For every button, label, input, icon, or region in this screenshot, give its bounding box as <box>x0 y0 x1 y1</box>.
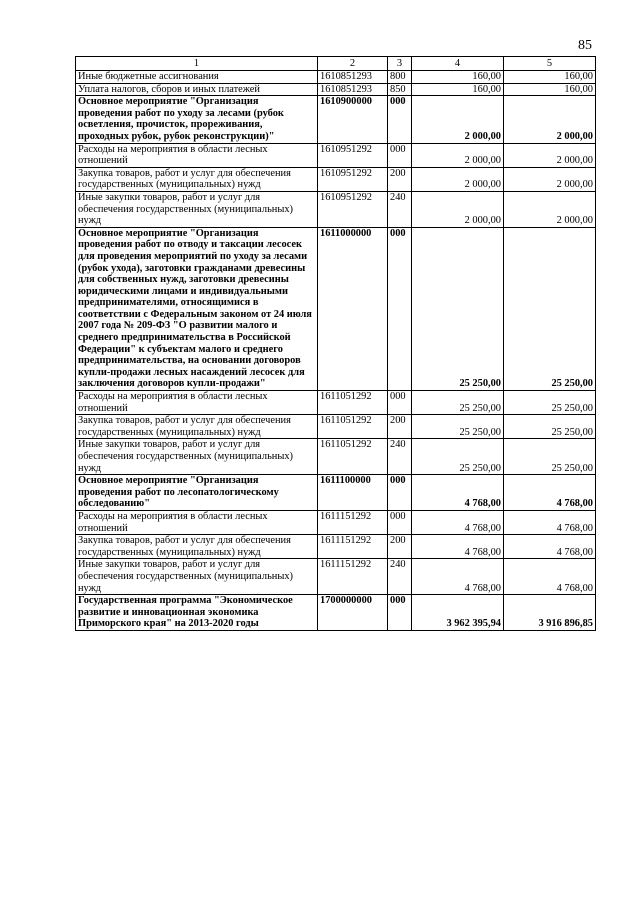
row-code-cell: 1610851293 <box>318 83 388 96</box>
table-row <box>76 510 596 534</box>
table-row <box>76 167 596 191</box>
row-kind-cell: 800 <box>388 71 412 84</box>
row-amount-4-cell: 160,00 <box>412 71 504 84</box>
row-kind-cell: 850 <box>388 83 412 96</box>
row-kind-cell: 000 <box>388 96 412 143</box>
row-amount-4-cell: 25 250,00 <box>412 415 504 439</box>
table-row <box>76 391 596 415</box>
row-code-cell: 1610900000 <box>318 96 388 143</box>
row-amount-4-cell: 4 768,00 <box>412 475 504 511</box>
row-amount-4-cell: 3 962 395,94 <box>412 595 504 631</box>
row-amount-4-cell: 160,00 <box>412 83 504 96</box>
row-amount-5-cell: 2 000,00 <box>504 143 596 167</box>
row-name-cell: Основное мероприятие "Организация проведения работ по уходу за лесами (рубок осветления, прочисток, прореживания, проходных рубок, рубок реконструкции)" <box>76 96 318 143</box>
row-name-cell: Уплата налогов, сборов и иных платежей <box>76 83 318 96</box>
row-kind-cell: 000 <box>388 510 412 534</box>
row-name-cell: Закупка товаров, работ и услуг для обеспечения государственных (муниципальных) нужд <box>76 415 318 439</box>
row-code-cell: 1611151292 <box>318 535 388 559</box>
row-kind-cell: 000 <box>388 143 412 167</box>
row-amount-5-cell: 160,00 <box>504 71 596 84</box>
row-kind-cell: 000 <box>388 475 412 511</box>
table-row <box>76 227 596 390</box>
table-row <box>76 83 596 96</box>
row-code-cell: 1610951292 <box>318 143 388 167</box>
budget-table-body <box>76 57 596 631</box>
table-row <box>76 559 596 595</box>
table-row <box>76 439 596 475</box>
row-amount-5-cell: 25 250,00 <box>504 391 596 415</box>
row-kind-cell: 200 <box>388 167 412 191</box>
row-amount-5-cell: 4 768,00 <box>504 559 596 595</box>
table-row <box>76 475 596 511</box>
row-kind-cell: 200 <box>388 415 412 439</box>
row-name-cell: Основное мероприятие "Организация проведения работ по лесопатологическому обследованию" <box>76 475 318 511</box>
row-amount-4-cell: 4 768,00 <box>412 559 504 595</box>
budget-table <box>75 56 596 631</box>
row-amount-4-cell: 2 000,00 <box>412 191 504 227</box>
row-amount-5-cell: 3 916 896,85 <box>504 595 596 631</box>
row-amount-4-cell: 2 000,00 <box>412 96 504 143</box>
row-kind-cell: 200 <box>388 535 412 559</box>
row-name-cell: Закупка товаров, работ и услуг для обеспечения государственных (муниципальных) нужд <box>76 167 318 191</box>
table-row <box>76 191 596 227</box>
row-name-cell: Иные бюджетные ассигнования <box>76 71 318 84</box>
row-code-cell: 1610951292 <box>318 191 388 227</box>
row-name-cell: Иные закупки товаров, работ и услуг для обеспечения государственных (муниципальных) нужд <box>76 559 318 595</box>
row-amount-4-cell: 4 768,00 <box>412 510 504 534</box>
header-col-4: 4 <box>412 57 504 71</box>
row-name-cell: Расходы на мероприятия в области лесных отношений <box>76 143 318 167</box>
header-col-2: 2 <box>318 57 388 71</box>
row-kind-cell: 240 <box>388 559 412 595</box>
row-code-cell: 1611000000 <box>318 227 388 390</box>
row-amount-5-cell: 4 768,00 <box>504 510 596 534</box>
row-amount-4-cell: 25 250,00 <box>412 227 504 390</box>
row-name-cell: Расходы на мероприятия в области лесных отношений <box>76 510 318 534</box>
row-name-cell: Иные закупки товаров, работ и услуг для обеспечения государственных (муниципальных) нужд <box>76 191 318 227</box>
row-amount-4-cell: 2 000,00 <box>412 167 504 191</box>
row-amount-4-cell: 25 250,00 <box>412 439 504 475</box>
row-code-cell: 1611100000 <box>318 475 388 511</box>
row-code-cell: 1611151292 <box>318 510 388 534</box>
header-col-1: 1 <box>76 57 318 71</box>
row-kind-cell: 000 <box>388 391 412 415</box>
row-code-cell: 1610851293 <box>318 71 388 84</box>
row-amount-5-cell: 25 250,00 <box>504 415 596 439</box>
row-code-cell: 1611151292 <box>318 559 388 595</box>
row-name-cell: Государственная программа "Экономическое развитие и инновационная экономика Приморского края" на 2013-2020 годы <box>76 595 318 631</box>
table-row <box>76 535 596 559</box>
row-amount-4-cell: 4 768,00 <box>412 535 504 559</box>
row-name-cell: Иные закупки товаров, работ и услуг для обеспечения государственных (муниципальных) нужд <box>76 439 318 475</box>
row-code-cell: 1611051292 <box>318 439 388 475</box>
page-number: 85 <box>578 38 592 53</box>
row-kind-cell: 000 <box>388 595 412 631</box>
row-amount-4-cell: 25 250,00 <box>412 391 504 415</box>
row-name-cell: Расходы на мероприятия в области лесных отношений <box>76 391 318 415</box>
table-row <box>76 415 596 439</box>
row-kind-cell: 240 <box>388 191 412 227</box>
row-code-cell: 1611051292 <box>318 391 388 415</box>
row-name-cell: Закупка товаров, работ и услуг для обеспечения государственных (муниципальных) нужд <box>76 535 318 559</box>
row-code-cell: 1611051292 <box>318 415 388 439</box>
row-amount-4-cell: 2 000,00 <box>412 143 504 167</box>
row-kind-cell: 000 <box>388 227 412 390</box>
row-amount-5-cell: 4 768,00 <box>504 535 596 559</box>
row-amount-5-cell: 2 000,00 <box>504 167 596 191</box>
table-row <box>76 143 596 167</box>
row-kind-cell: 240 <box>388 439 412 475</box>
row-amount-5-cell: 25 250,00 <box>504 227 596 390</box>
row-code-cell: 1700000000 <box>318 595 388 631</box>
row-amount-5-cell: 4 768,00 <box>504 475 596 511</box>
header-col-3: 3 <box>388 57 412 71</box>
table-row <box>76 96 596 143</box>
table-row <box>76 71 596 84</box>
column-number-header <box>76 57 596 71</box>
header-col-5: 5 <box>504 57 596 71</box>
row-code-cell: 1610951292 <box>318 167 388 191</box>
row-amount-5-cell: 2 000,00 <box>504 191 596 227</box>
row-name-cell: Основное мероприятие "Организация проведения работ по отводу и таксации лесосек для проведения мероприятий по уходу за лесами (рубок ухода), заготовки гражданами древесины для собственных нужд, заготовки древесины юридическими лицами и индивидуальными предпринимателями, относящимися в соответствии с Федеральным законом от 24 июля 2007 года № 209-ФЗ "О развитии малого и среднего предпринимательства в Российской Федерации" к субъектам малого и среднего предпринимательства, на основании договоров купли-продажи лесных насаждений лесосек для заключения договоров купли-продажи" <box>76 227 318 390</box>
row-amount-5-cell: 160,00 <box>504 83 596 96</box>
table-row <box>76 595 596 631</box>
row-amount-5-cell: 2 000,00 <box>504 96 596 143</box>
row-amount-5-cell: 25 250,00 <box>504 439 596 475</box>
